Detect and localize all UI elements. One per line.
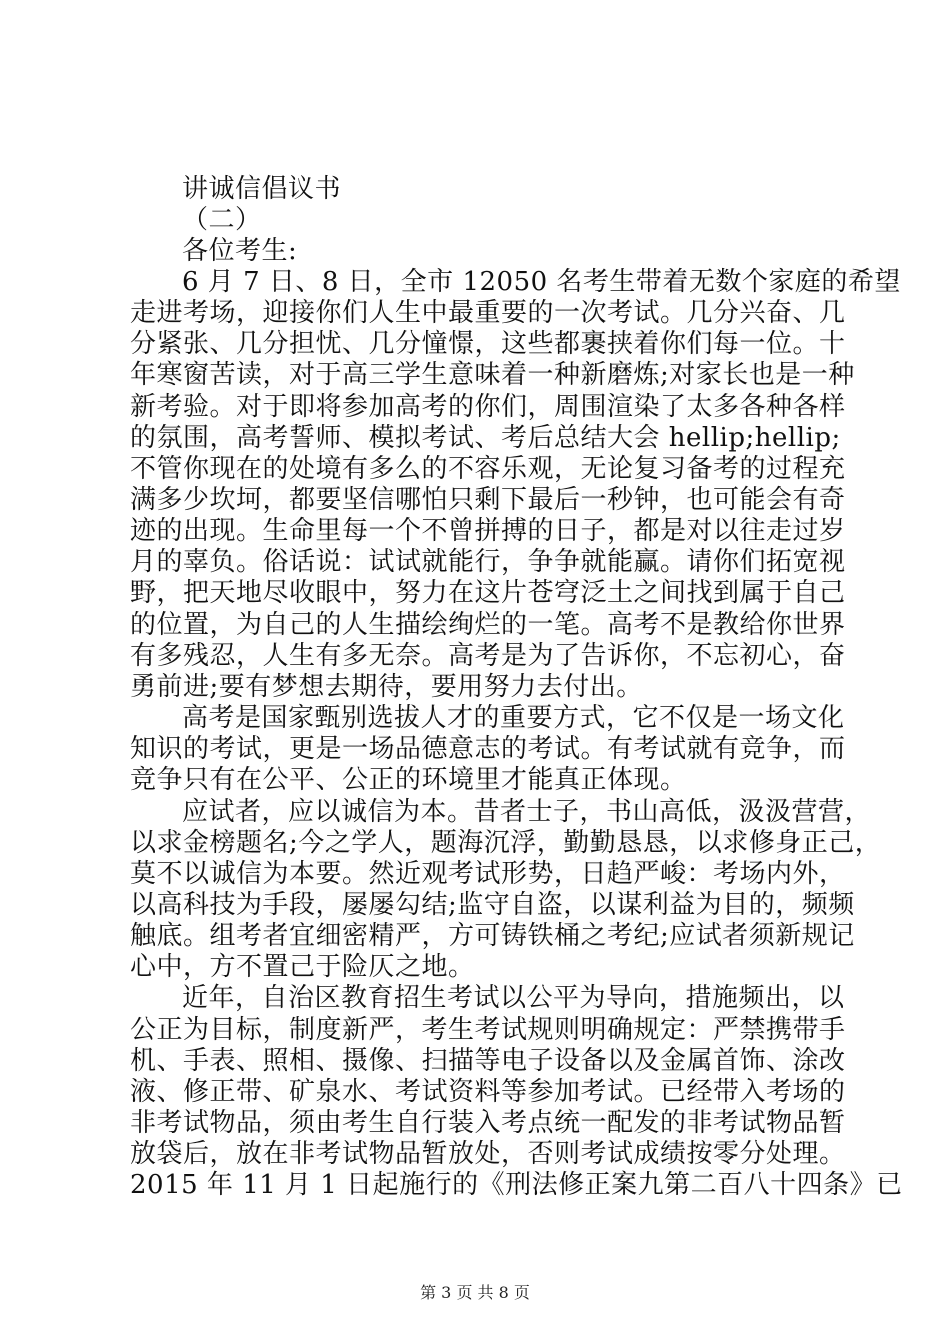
paragraph-line: 6 月 7 日、8 日，全市 12050 名考生带着无数个家庭的希望 [182,267,901,297]
paragraph-line: 竞争只有在公平、公正的环境里才能真正体现。 [130,765,687,795]
paragraph-line: 有多残忍，人生有多无奈。高考是为了告诉你，不忘初心，奋 [130,641,846,671]
paragraph-line: 放袋后，放在非考试物品暂放处，否则考试成绩按零分处理。 [130,1139,846,1169]
paragraph-line: 2015 年 11 月 1 日起施行的《刑法修正案九第二百八十四条》已 [130,1170,903,1200]
salutation: 各位考生: [182,236,298,266]
paragraph-line: 迹的出现。生命里每一个不曾拼搏的日子，都是对以往走过岁 [130,516,846,546]
paragraph-line: 莫不以诚信为本要。然近观考试形势，日趋严峻：考场内外， [130,859,846,889]
paragraph-line: 知识的考试，更是一场品德意志的考试。有考试就有竞争，而 [130,734,846,764]
paragraph-line: 以求金榜题名;今之学人，题海沉浮，勤勤恳恳，以求修身正己， [130,828,882,858]
paragraph-line: 勇前进;要有梦想去期待，要用努力去付出。 [130,672,643,702]
paragraph-line: 的位置，为自己的人生描绘绚烂的一笔。高考不是教给你世界 [130,610,846,640]
paragraph-line: 不管你现在的处境有多么的不容乐观，无论复习备考的过程充 [130,454,846,484]
paragraph-line: 公正为目标，制度新严，考生考试规则明确规定：严禁携带手 [130,1015,846,1045]
paragraph-line: 年寒窗苦读，对于高三学生意味着一种新磨炼;对家长也是一种 [130,360,855,390]
paragraph-line: 月的辜负。俗话说：试试就能行，争争就能赢。请你们拓宽视 [130,547,846,577]
paragraph-line: 机、手表、照相、摄像、扫描等电子设备以及金属首饰、涂改 [130,1046,846,1076]
paragraph-line: 满多少坎坷，都要坚信哪怕只剩下最后一秒钟，也可能会有奇 [130,485,846,515]
page-footer: 第 3 页 共 8 页 [420,1283,530,1302]
paragraph-line: 新考验。对于即将参加高考的你们，周围渲染了太多各种各样 [130,392,846,422]
paragraph-line: 液、修正带、矿泉水、考试资料等参加考试。已经带入考场的 [130,1077,846,1107]
paragraph-line: 心中，方不置己于险仄之地。 [130,952,475,982]
paragraph-line: 触底。组考者宜细密精严，方可铸铁桶之考纪;应试者须新规记 [130,921,855,951]
document-title: 讲诚信倡议书 [182,174,342,204]
paragraph-line: 走进考场，迎接你们人生中最重要的一次考试。几分兴奋、几 [130,298,846,328]
paragraph-line: 高考是国家甄别选拔人才的重要方式，它不仅是一场文化 [182,703,845,733]
paragraph-line: 野，把天地尽收眼中，努力在这片苍穹泛土之间找到属于自己 [130,578,846,608]
paragraph-line: 近年，自治区教育招生考试以公平为导向，措施频出，以 [182,983,845,1013]
paragraph-line: 应试者，应以诚信为本。昔者士子，书山高低，汲汲营营， [182,797,872,827]
paragraph-line: 非考试物品，须由考生自行装入考点统一配发的非考试物品暂 [130,1108,846,1138]
paragraph-line: 分紧张、几分担忧、几分憧憬，这些都裹挟着你们每一位。十 [130,329,846,359]
paragraph-line: 以高科技为手段，屡屡勾结;监守自盗，以谋利益为目的，频频 [130,890,855,920]
paragraph-line: 的氛围，高考誓师、模拟考试、考后总结大会 hellip;hellip; [130,423,841,453]
document-subtitle: （二） [182,205,262,235]
